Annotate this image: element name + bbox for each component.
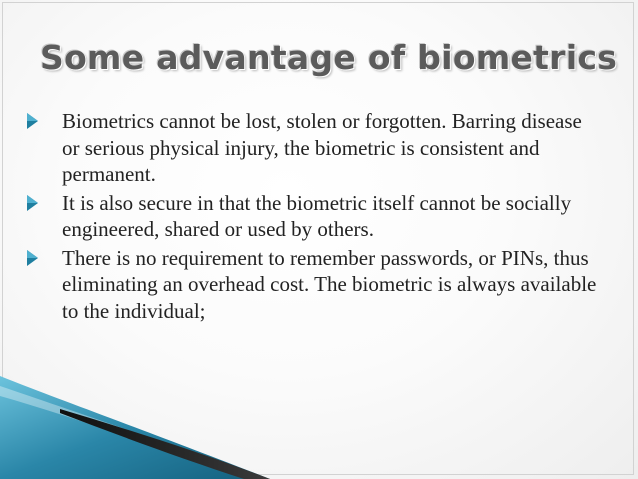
bullet-text: There is no requirement to remember passwords, or PINs, thus eliminating an overhead cost. The biometric is always available to the individual;: [62, 245, 597, 323]
bullet-text: Biometrics cannot be lost, stolen or forgotten. Barring disease or serious physical injury, the biometric is consistent and permanent.: [62, 109, 582, 186]
teal-swoosh-shape: [0, 376, 270, 479]
bullet-text: It is also secure in that the biometric itself cannot be socially engineered, shared or used by others.: [62, 190, 572, 241]
slide-title: Some advantage of biometrics: [40, 38, 618, 77]
